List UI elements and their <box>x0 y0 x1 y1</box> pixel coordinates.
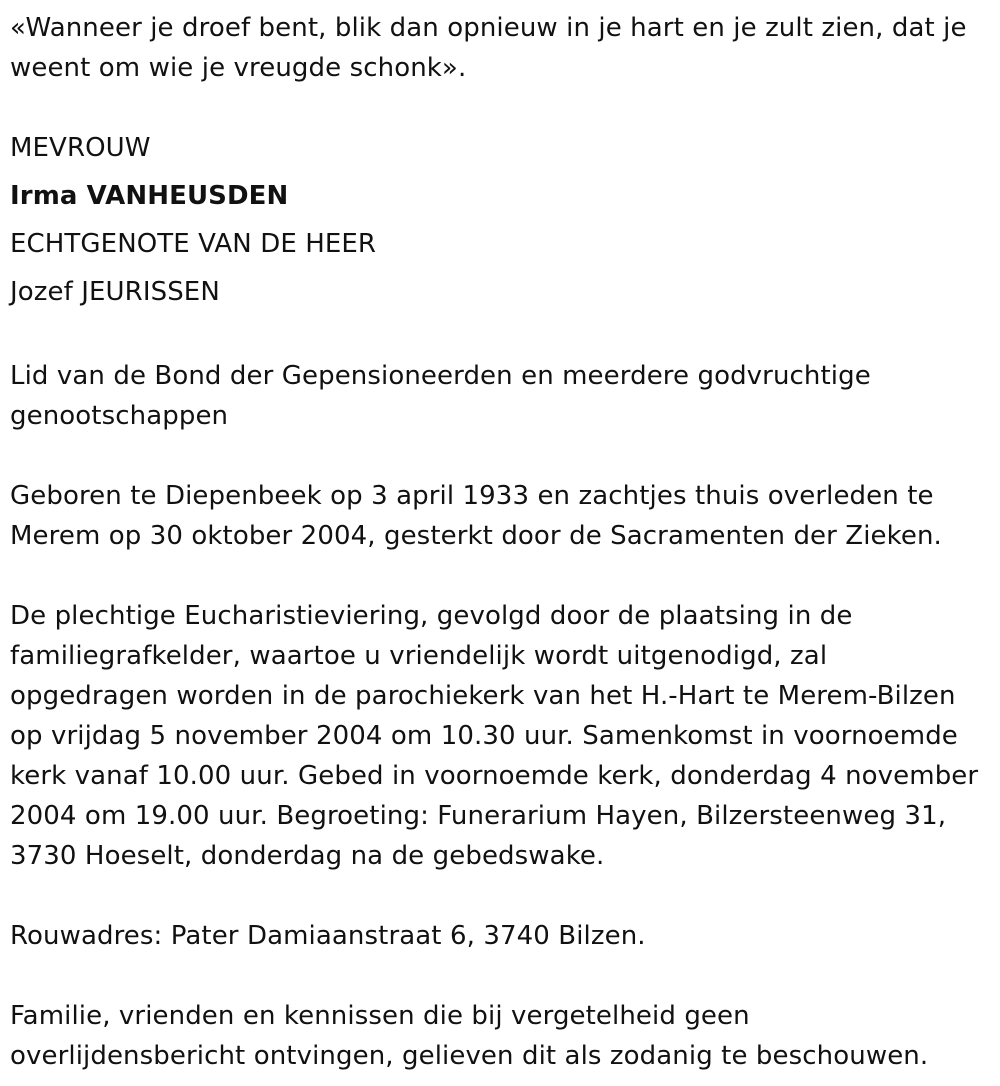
deceased-name: Irma VANHEUSDEN <box>10 181 289 211</box>
address-paragraph: Rouwadres: Pater Damiaanstraat 6, 3740 Bilzen. <box>10 921 646 951</box>
membership-paragraph: Lid van de Bond der Gepensioneerden en meerdere godvruchtige genootschappen <box>10 361 871 431</box>
closing-paragraph: Familie, vrienden en kennissen die bij vergetelheid geen overlijdensbericht ontvingen, gelieven dit als zodanig te beschouwen. <box>10 1001 929 1071</box>
relation-line: ECHTGENOTE VAN DE HEER <box>10 229 377 259</box>
birth-death-paragraph: Geboren te Diepenbeek op 3 april 1933 en zachtjes thuis overleden te Merem op 30 oktober 2004, gesterkt door de Sacramenten der Zieken. <box>10 481 942 551</box>
ceremony-paragraph: De plechtige Eucharistieviering, gevolgd door de plaatsing in de familiegrafkelder, waartoe u vriendelijk wordt uitgenodigd, zal opgedragen worden in de parochiekerk van het H.-Hart te Merem-Bilzen op vrijdag 5 november 2004 om 10.30 uur. Samenkomst in voornoemde kerk vanaf 10.00 uur. Gebed in voornoemde kerk, donderdag 4 november 2004 om 19.00 uur. Begroeting: Funerarium Hayen, Bilzersteenweg 31, 3730 Hoeselt, donderdag na de gebedswake. <box>10 601 979 871</box>
quote-paragraph: «Wanneer je droef bent, blik dan opnieuw in je hart en je zult zien, dat je weent om wie je vreugde schonk». <box>10 13 967 83</box>
title-line: MEVROUW <box>10 133 151 163</box>
spouse-name: Jozef JEURISSEN <box>10 277 220 307</box>
